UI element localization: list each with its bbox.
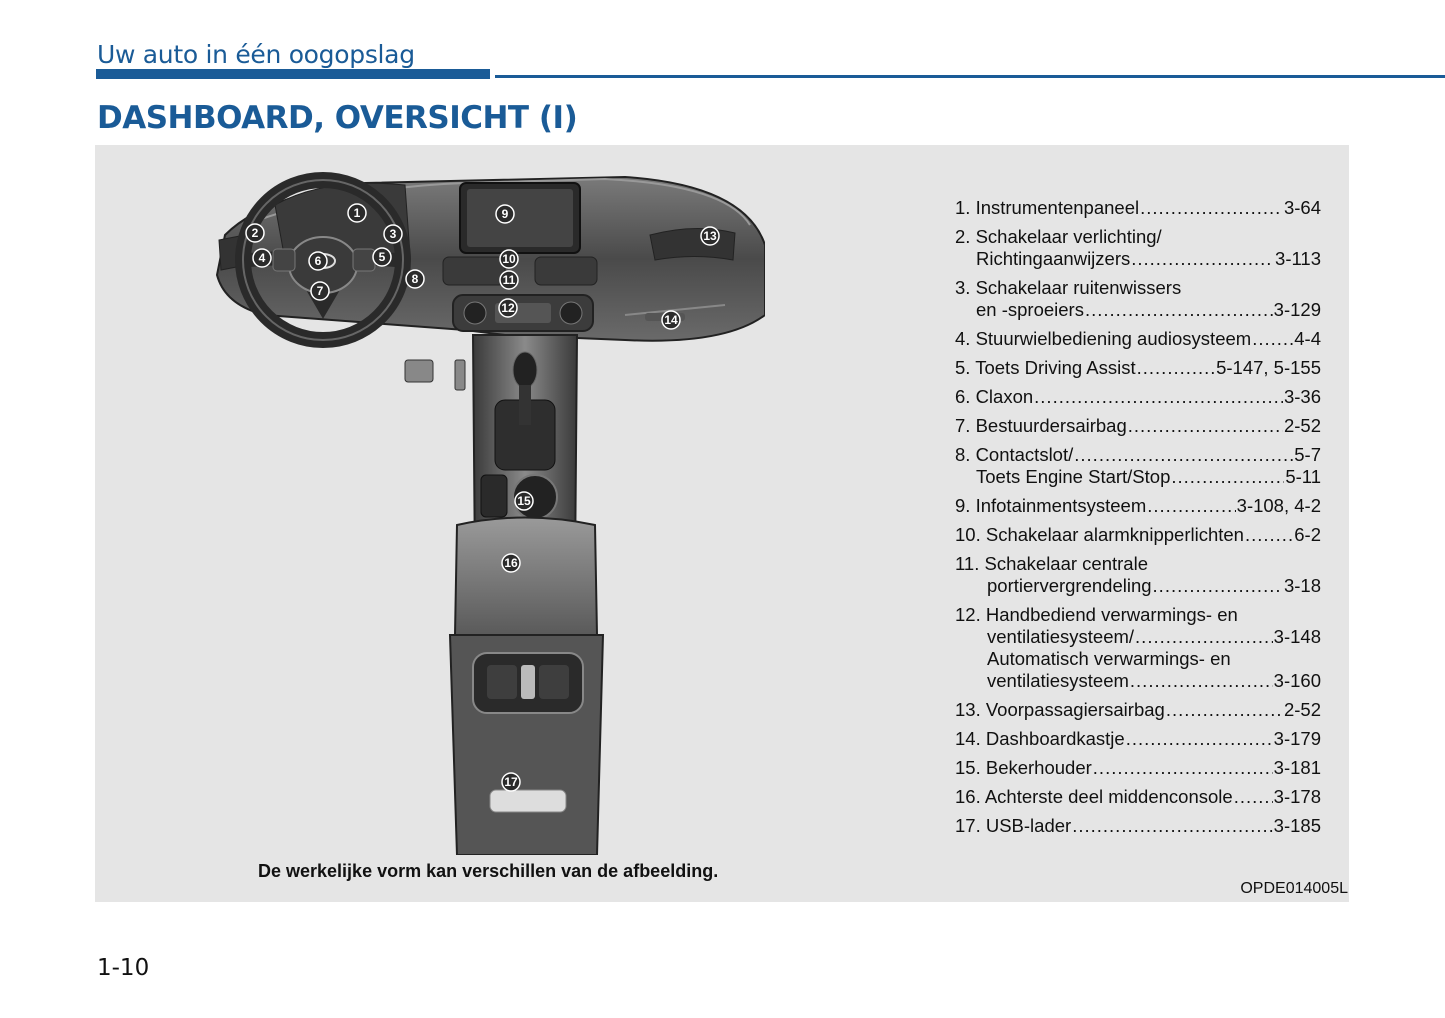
callout-7 — [311, 282, 329, 300]
callout-17 — [502, 773, 520, 791]
legend-item: 4. Stuurwielbediening audiosysteem ..... 4-4 — [955, 328, 1321, 350]
callout-6 — [309, 252, 327, 270]
callout-4 — [253, 249, 271, 267]
dashboard-illustration — [205, 165, 765, 855]
svg-text:9: 9 — [501, 207, 509, 221]
callout-12 — [499, 299, 517, 317]
svg-text:12: 12 — [501, 301, 515, 315]
svg-text:3: 3 — [389, 227, 397, 241]
legend-item: 16. Achterste deel middenconsole ..... 3-178 — [955, 786, 1321, 808]
legend-item: 11. Schakelaar centrale portiervergrendeling ..... 3-18 — [955, 553, 1321, 597]
callout-10 — [500, 250, 518, 268]
callout-14 — [662, 311, 680, 329]
legend-item: 14. Dashboardkastje ..... 3-179 — [955, 728, 1321, 750]
svg-text:7: 7 — [316, 284, 324, 298]
figure-caption: De werkelijke vorm kan verschillen van de afbeelding. — [258, 861, 719, 881]
legend-item: 6. Claxon ..... 3-36 — [955, 386, 1321, 408]
svg-text:15: 15 — [517, 494, 531, 508]
page-title: DASHBOARD, OVERSICHT (I) — [97, 100, 578, 136]
callout-13 — [701, 227, 719, 245]
svg-text:11: 11 — [502, 273, 516, 287]
callout-5 — [373, 248, 391, 266]
legend-item: 10. Schakelaar alarmknipperlichten ..... 6-2 — [955, 524, 1321, 546]
legend-item: 3. Schakelaar ruitenwissers en -sproeiers ..... 3-129 — [955, 277, 1321, 321]
callout-16 — [502, 554, 520, 572]
svg-text:16: 16 — [504, 556, 518, 570]
figure-code: OPDE014005L — [1240, 880, 1348, 897]
svg-text:8: 8 — [411, 272, 419, 286]
svg-text:14: 14 — [664, 313, 678, 327]
callout-11 — [500, 271, 518, 289]
legend-item: 12. Handbediend verwarmings- en ventilatiesysteem/ ..... 3-148 Automatisch verwarmings- en ventilatiesysteem ..... 3-160 — [955, 604, 1321, 692]
callout-3 — [384, 225, 402, 243]
legend-item: 9. Infotainmentsysteem ..... 3-108, 4-2 — [955, 495, 1321, 517]
callout-15 — [515, 492, 533, 510]
svg-text:10: 10 — [502, 252, 516, 266]
header-rule-thick — [96, 69, 490, 79]
legend-item: 5. Toets Driving Assist ..... 5-147, 5-155 — [955, 357, 1321, 379]
legend-item: 2. Schakelaar verlichting/ Richtingaanwijzers ..... 3-113 — [955, 226, 1321, 270]
svg-text:5: 5 — [378, 250, 386, 264]
svg-text:6: 6 — [314, 254, 322, 268]
callout-2 — [246, 224, 264, 242]
legend-item: 13. Voorpassagiersairbag ..... 2-52 — [955, 699, 1321, 721]
svg-text:1: 1 — [353, 206, 361, 220]
legend-list — [955, 197, 1321, 844]
legend-item: 8. Contactslot/ ..... 5-7 Toets Engine Start/Stop ..... 5-11 — [955, 444, 1321, 488]
header-rule-thin — [495, 75, 1445, 78]
page-number: 1-10 — [97, 955, 150, 981]
legend-item: 15. Bekerhouder ..... 3-181 — [955, 757, 1321, 779]
svg-text:13: 13 — [703, 229, 717, 243]
svg-text:4: 4 — [258, 251, 266, 265]
svg-text:2: 2 — [251, 226, 259, 240]
callout-1 — [348, 204, 366, 222]
svg-text:17: 17 — [504, 775, 518, 789]
legend-item: 1. Instrumentenpaneel ..... 3-64 — [955, 197, 1321, 219]
figure-panel — [95, 145, 1349, 902]
legend-item: 7. Bestuurdersairbag ..... 2-52 — [955, 415, 1321, 437]
legend-item: 17. USB-lader ..... 3-185 — [955, 815, 1321, 837]
armrest — [455, 518, 597, 636]
callout-9 — [496, 205, 514, 223]
usb-charger — [490, 790, 566, 812]
section-title: Uw auto in één oogopslag — [97, 40, 415, 69]
callout-8 — [406, 270, 424, 288]
